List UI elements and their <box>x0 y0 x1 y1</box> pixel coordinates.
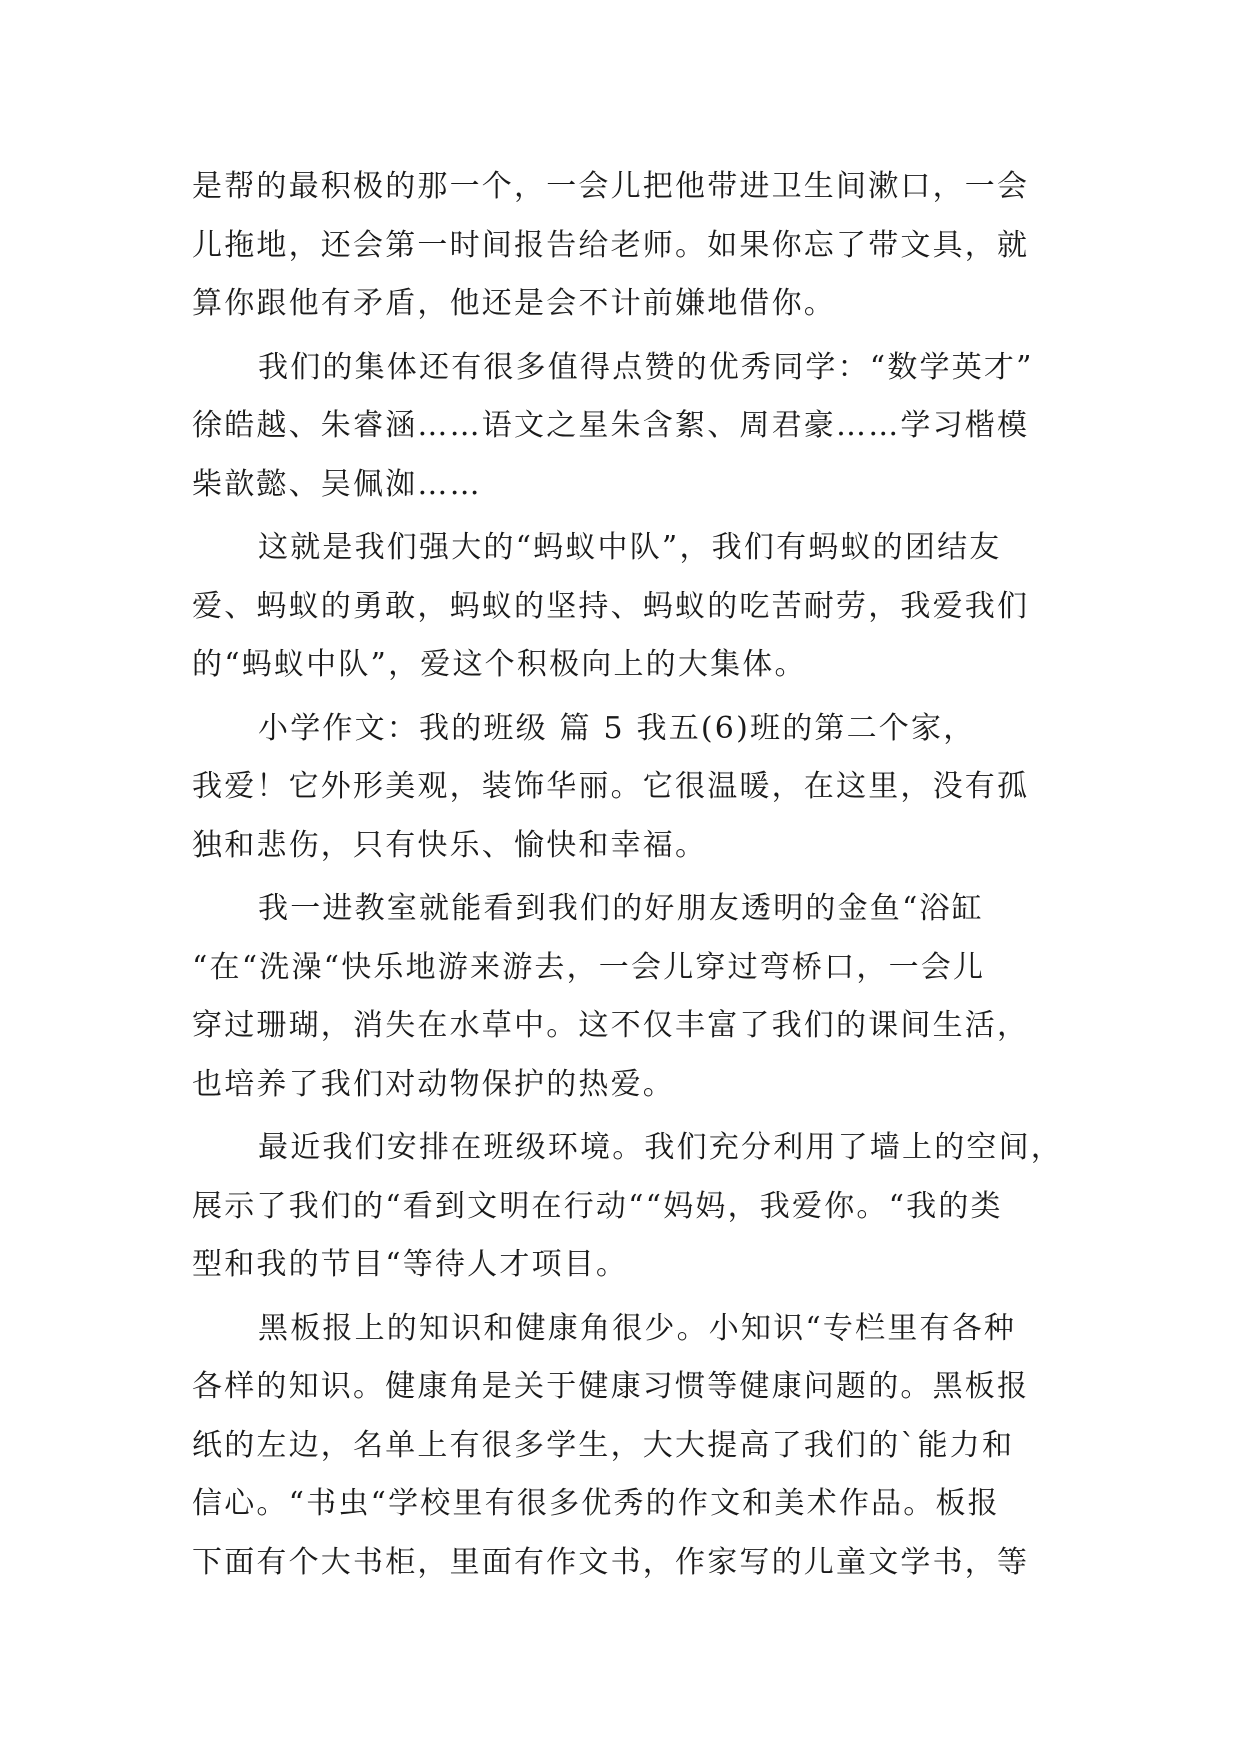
text-line: 纸的左边，名单上有很多学生，大大提高了我们的`能力和 <box>192 1427 1015 1463</box>
text-line: 最近我们安排在班级环境。我们充分利用了墙上的空间， <box>258 1130 1063 1165</box>
text-line: 展示了我们的“看到文明在行动““妈妈，我爱你。“我的类 <box>192 1188 1003 1224</box>
text-line: 各样的知识。健康角是关于健康习惯等健康问题的。黑板报 <box>192 1369 1030 1404</box>
text-line: 算你跟他有矛盾，他还是会不计前嫌地借你。 <box>192 286 836 321</box>
text-line: 独和悲伤，只有快乐、愉快和幸福。 <box>192 827 708 863</box>
text-line: 儿拖地，还会第一时间报告给老师。如果你忘了带文具，就 <box>192 227 1030 263</box>
document-page <box>192 158 1063 1592</box>
text-line: 我爱！它外形美观，装饰华丽。它很温暖，在这里，没有孤 <box>192 769 1030 804</box>
text-line: 我们的集体还有很多值得点赞的优秀同学：“数学英才” <box>258 349 1034 385</box>
text-line: 的“蚂蚁中队”，爱这个积极向上的大集体。 <box>192 647 807 682</box>
text-line: 小学作文：我的班级 篇 5 我五(6)班的第二个家， <box>258 710 976 746</box>
text-line: 是帮的最积极的那一个，一会儿把他带进卫生间漱口，一会 <box>192 169 1030 204</box>
text-line: 黑板报上的知识和健康角很少。小知识“专栏里有各种 <box>258 1310 1017 1346</box>
text-line: 穿过珊瑚，消失在水草中。这不仅丰富了我们的课间生活， <box>192 1008 1030 1043</box>
text-line: 型和我的节目“等待人才项目。 <box>192 1247 629 1282</box>
text-line: 爱、蚂蚁的勇敢，蚂蚁的坚持、蚂蚁的吃苦耐劳，我爱我们 <box>192 588 1030 624</box>
text-line: 这就是我们强大的“蚂蚁中队”，我们有蚂蚁的团结友 <box>258 530 1002 565</box>
text-line: 下面有个大书柜，里面有作文书，作家写的儿童文学书，等 <box>192 1544 1030 1580</box>
text-line: 我一进教室就能看到我们的好朋友透明的金鱼“浴缸 <box>258 891 984 926</box>
text-line: 徐皓越、朱睿涵……语文之星朱含絮、周君豪……学习楷模 <box>192 408 1030 443</box>
text-line: 柴歆懿、吴佩洳…… <box>192 466 482 502</box>
text-line: 信心。“书虫“学校里有很多优秀的作文和美术作品。板报 <box>192 1486 1000 1521</box>
text-line: 也培养了我们对动物保护的热爱。 <box>192 1066 675 1102</box>
text-line: “在“洗澡“快乐地游来游去，一会儿穿过弯桥口，一会儿 <box>192 949 986 985</box>
